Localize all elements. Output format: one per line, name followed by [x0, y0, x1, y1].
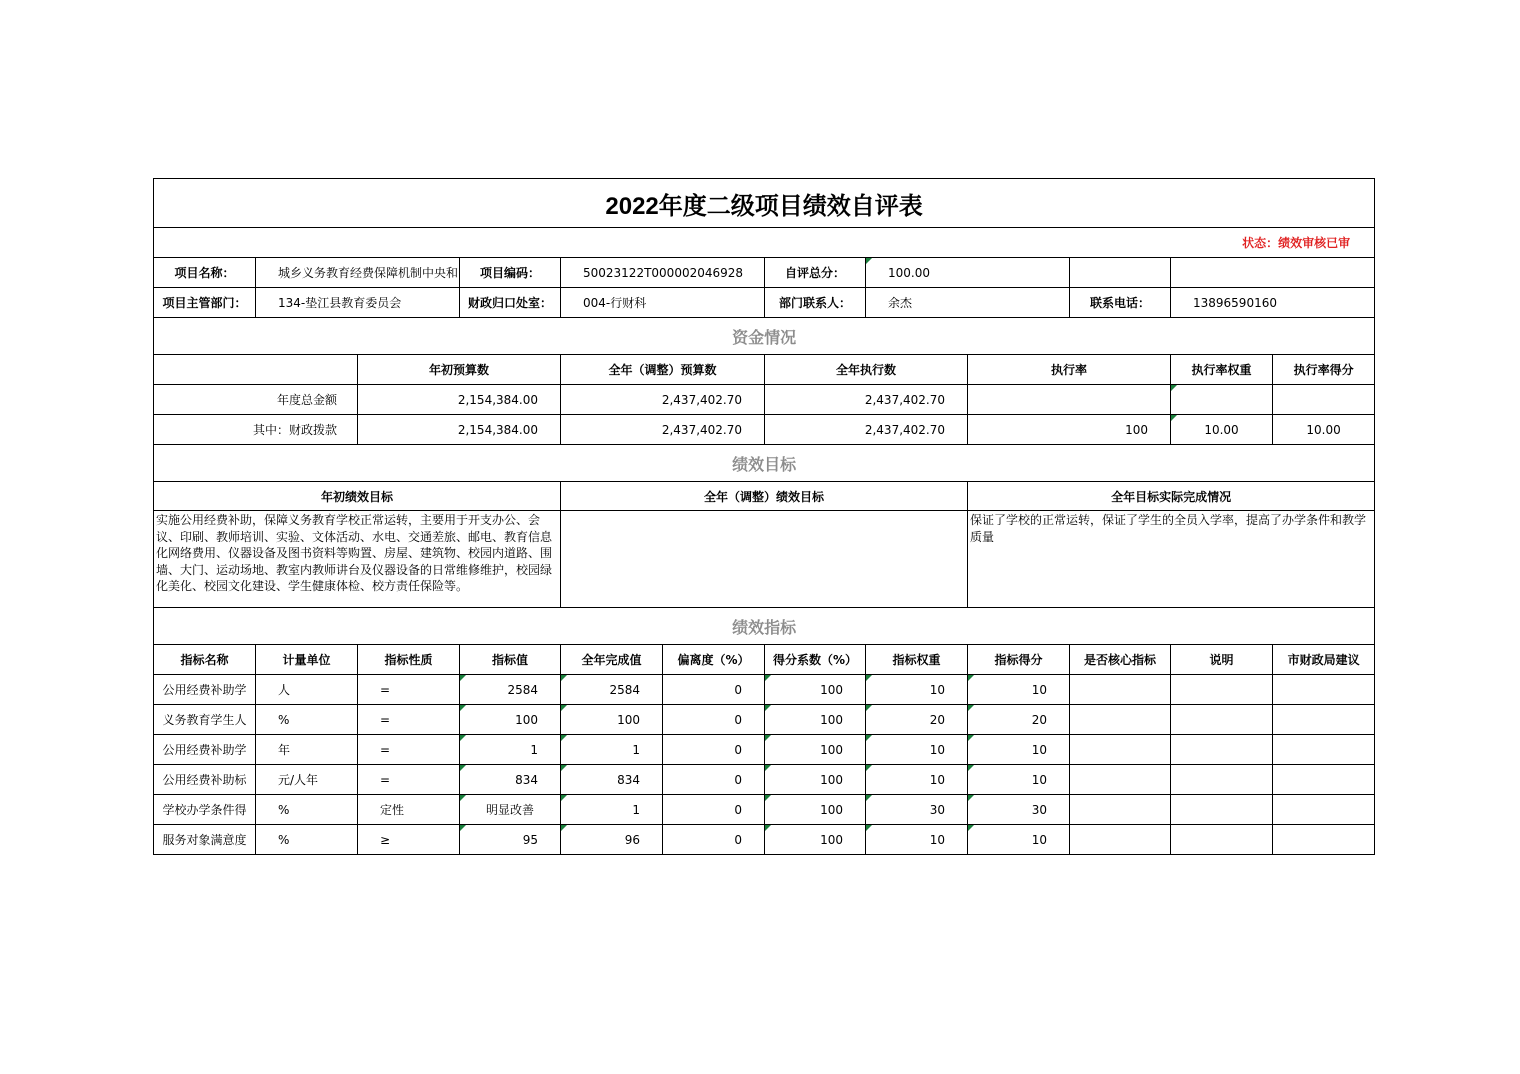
- indicator-row: [154, 675, 1375, 705]
- indicator-unit: 人: [256, 675, 358, 705]
- indicator-row: [154, 795, 1375, 825]
- indicator-score: 10: [968, 765, 1070, 795]
- project-code-label: 项目编码：: [460, 258, 561, 288]
- indicator-name: 公用经费补助标: [154, 765, 256, 795]
- ind-header-coefficient: 得分系数（%）: [765, 645, 866, 675]
- indicator-core: [1070, 825, 1171, 855]
- goals-header-actual: 全年目标实际完成情况: [968, 482, 1375, 511]
- indicator-coefficient: 100: [765, 765, 866, 795]
- funds-header-rate: 执行率: [968, 355, 1171, 385]
- info-row-2: [154, 288, 1375, 318]
- contact: 余杰: [866, 288, 1070, 318]
- initial-goal-text: 实施公用经费补助，保障义务教育学校正常运转，主要用于开支办公、会议、印刷、教师培训、实验、文体活动、水电、交通差旅、邮电、教育信息化网络费用、仪器设备及图书资料等购置、房屋、建筑物、校园内道路、围墙、大门、运动场地、教室内教师讲台及仪器设备的日常维修维护，校园绿化美化、校园文化建设、学生健康体检、校方责任保险等。: [154, 511, 561, 608]
- indicator-deviation: 0: [663, 675, 765, 705]
- indicator-core: [1070, 765, 1171, 795]
- indicator-deviation: 0: [663, 825, 765, 855]
- ind-header-unit: 计量单位: [256, 645, 358, 675]
- indicator-score: 10: [968, 675, 1070, 705]
- indicator-done: 1: [561, 735, 663, 765]
- indicator-done: 834: [561, 765, 663, 795]
- indicator-row: [154, 765, 1375, 795]
- indicator-core: [1070, 795, 1171, 825]
- funds-header-score: 执行率得分: [1273, 355, 1375, 385]
- indicator-weight: 20: [866, 705, 968, 735]
- goals-content-row: [154, 511, 1375, 608]
- indicator-suggestion: [1273, 735, 1375, 765]
- indicator-score: 30: [968, 795, 1070, 825]
- indicator-deviation: 0: [663, 705, 765, 735]
- indicators-header-row: [154, 645, 1375, 675]
- ind-header-value: 指标值: [460, 645, 561, 675]
- ind-header-deviation: 偏离度（%）: [663, 645, 765, 675]
- indicator-name: 学校办学条件得: [154, 795, 256, 825]
- phone: 13896590160: [1171, 288, 1375, 318]
- phone-label: 联系电话：: [1070, 288, 1171, 318]
- contact-label: 部门联系人：: [765, 288, 866, 318]
- funds-header-adjusted: 全年（调整）预算数: [561, 355, 765, 385]
- dept: 134-垫江县教育委员会: [256, 288, 460, 318]
- ind-header-done: 全年完成值: [561, 645, 663, 675]
- ind-header-core: 是否核心指标: [1070, 645, 1171, 675]
- funds-score: [1273, 385, 1375, 415]
- page-title: 2022年度二级项目绩效自评表: [154, 179, 1375, 228]
- funds-rate: 100: [968, 415, 1171, 445]
- indicator-value: 100: [460, 705, 561, 735]
- indicator-score: 10: [968, 735, 1070, 765]
- project-name: 城乡义务教育经费保障机制中央和: [256, 258, 460, 288]
- funds-initial: 2,154,384.00: [358, 415, 561, 445]
- funds-header-weight: 执行率权重: [1171, 355, 1273, 385]
- ind-header-weight: 指标权重: [866, 645, 968, 675]
- funds-header-row: [154, 355, 1375, 385]
- indicator-weight: 10: [866, 675, 968, 705]
- indicator-weight: 30: [866, 795, 968, 825]
- funds-executed: 2,437,402.70: [765, 385, 968, 415]
- indicator-core: [1070, 675, 1171, 705]
- self-score: 100.00: [866, 258, 1070, 288]
- indicator-unit: 元/人年: [256, 765, 358, 795]
- self-evaluation-table: [153, 178, 1375, 855]
- indicator-coefficient: 100: [765, 795, 866, 825]
- dept-label: 项目主管部门：: [154, 288, 256, 318]
- funds-score: 10.00: [1273, 415, 1375, 445]
- funds-rate: [968, 385, 1171, 415]
- indicator-coefficient: 100: [765, 825, 866, 855]
- funds-section-title: 资金情况: [154, 318, 1375, 355]
- finance-office-label: 财政归口处室：: [460, 288, 561, 318]
- funds-row: [154, 385, 1375, 415]
- indicator-row: [154, 735, 1375, 765]
- goals-header-initial: 年初绩效目标: [154, 482, 561, 511]
- indicator-nature: ≥: [358, 825, 460, 855]
- ind-header-note: 说明: [1171, 645, 1273, 675]
- indicator-value: 2584: [460, 675, 561, 705]
- indicator-done: 2584: [561, 675, 663, 705]
- self-score-label: 自评总分：: [765, 258, 866, 288]
- indicator-note: [1171, 825, 1273, 855]
- indicator-value: 834: [460, 765, 561, 795]
- indicators-section-title: 绩效指标: [154, 608, 1375, 645]
- indicator-deviation: 0: [663, 795, 765, 825]
- indicator-unit: %: [256, 795, 358, 825]
- funds-row: [154, 415, 1375, 445]
- indicator-done: 1: [561, 795, 663, 825]
- indicator-score: 20: [968, 705, 1070, 735]
- ind-header-suggestion: 市财政局建议: [1273, 645, 1375, 675]
- funds-adjusted: 2,437,402.70: [561, 385, 765, 415]
- indicator-deviation: 0: [663, 735, 765, 765]
- goals-section-title: 绩效目标: [154, 445, 1375, 482]
- indicator-value: 95: [460, 825, 561, 855]
- funds-executed: 2,437,402.70: [765, 415, 968, 445]
- funds-row-label: 年度总金额: [154, 385, 358, 415]
- finance-office: 004-行财科: [561, 288, 765, 318]
- goals-header-row: [154, 482, 1375, 511]
- indicator-note: [1171, 765, 1273, 795]
- goals-header-adjusted: 全年（调整）绩效目标: [561, 482, 968, 511]
- indicator-row: [154, 705, 1375, 735]
- indicator-nature: 定性: [358, 795, 460, 825]
- indicator-suggestion: [1273, 705, 1375, 735]
- indicator-done: 100: [561, 705, 663, 735]
- project-code: 50023122T000002046928: [561, 258, 765, 288]
- indicator-note: [1171, 795, 1273, 825]
- indicator-name: 公用经费补助学: [154, 735, 256, 765]
- indicator-coefficient: 100: [765, 675, 866, 705]
- funds-header-initial: 年初预算数: [358, 355, 561, 385]
- indicator-note: [1171, 675, 1273, 705]
- indicator-suggestion: [1273, 675, 1375, 705]
- indicator-row: [154, 825, 1375, 855]
- funds-weight: [1171, 385, 1273, 415]
- ind-header-nature: 指标性质: [358, 645, 460, 675]
- indicator-nature: =: [358, 735, 460, 765]
- info-row-1: [154, 258, 1375, 288]
- indicator-name: 服务对象满意度: [154, 825, 256, 855]
- indicator-name: 义务教育学生人: [154, 705, 256, 735]
- indicator-unit: 年: [256, 735, 358, 765]
- indicator-weight: 10: [866, 825, 968, 855]
- indicator-done: 96: [561, 825, 663, 855]
- indicator-nature: =: [358, 705, 460, 735]
- adjusted-goal-text: [561, 511, 968, 608]
- funds-adjusted: 2,437,402.70: [561, 415, 765, 445]
- status-badge: 状态：绩效审核已审: [154, 228, 1375, 258]
- indicator-deviation: 0: [663, 765, 765, 795]
- indicator-weight: 10: [866, 765, 968, 795]
- empty-cell: [154, 355, 358, 385]
- ind-header-name: 指标名称: [154, 645, 256, 675]
- actual-completion-text: 保证了学校的正常运转，保证了学生的全员入学率，提高了办学条件和教学质量: [968, 511, 1375, 608]
- indicator-name: 公用经费补助学: [154, 675, 256, 705]
- indicator-suggestion: [1273, 795, 1375, 825]
- indicator-coefficient: 100: [765, 735, 866, 765]
- indicator-core: [1070, 705, 1171, 735]
- indicator-weight: 10: [866, 735, 968, 765]
- indicator-score: 10: [968, 825, 1070, 855]
- indicator-coefficient: 100: [765, 705, 866, 735]
- indicator-unit: %: [256, 825, 358, 855]
- indicator-value: 1: [460, 735, 561, 765]
- funds-weight: 10.00: [1171, 415, 1273, 445]
- indicator-nature: =: [358, 765, 460, 795]
- indicator-note: [1171, 705, 1273, 735]
- indicator-suggestion: [1273, 765, 1375, 795]
- project-name-label: 项目名称：: [154, 258, 256, 288]
- indicator-suggestion: [1273, 825, 1375, 855]
- indicator-value: 明显改善: [460, 795, 561, 825]
- empty-cell: [1070, 258, 1171, 288]
- empty-cell: [1171, 258, 1375, 288]
- funds-initial: 2,154,384.00: [358, 385, 561, 415]
- ind-header-score: 指标得分: [968, 645, 1070, 675]
- funds-header-executed: 全年执行数: [765, 355, 968, 385]
- indicator-nature: =: [358, 675, 460, 705]
- funds-row-label: 其中：财政拨款: [154, 415, 358, 445]
- indicator-note: [1171, 735, 1273, 765]
- indicator-unit: %: [256, 705, 358, 735]
- indicator-core: [1070, 735, 1171, 765]
